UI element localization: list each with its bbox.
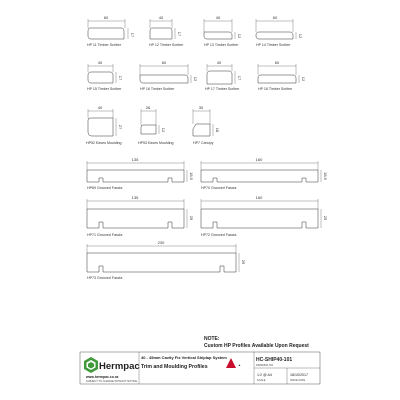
profile-hp72	[201, 199, 321, 228]
dim-hp72-w: 160	[255, 195, 263, 200]
profile-hp17	[207, 64, 235, 84]
dim-hp18-w: 60	[274, 60, 280, 65]
dim-hp12-h: 17	[177, 31, 182, 37]
label-hp71: HP71 Grooved Fascia	[87, 233, 123, 237]
profile-hp71	[87, 199, 187, 228]
label-hp69: HP69 Grooved Fascia	[87, 186, 123, 190]
profile-hp7	[193, 109, 213, 136]
dim-hp11-h: 17	[130, 32, 135, 38]
title-block	[80, 352, 320, 384]
note-title: NOTE:	[204, 336, 220, 342]
dim-hp14-h: 12	[298, 33, 303, 39]
label-hp13: HP 13 Timber Scriber	[204, 43, 239, 47]
dim-hp53-w: 26	[145, 105, 151, 110]
profile-hp12	[150, 19, 175, 39]
profile-hp13	[204, 19, 235, 39]
dim-hp12-w: 40	[158, 15, 164, 20]
dim-hp71-h: 25	[189, 215, 194, 221]
tagline: SUBJECT TO CHANGE WITHOUT NOTICE	[86, 380, 138, 383]
dim-hp14-w: 60	[272, 15, 278, 20]
profile-hp73	[87, 244, 239, 272]
label-hp73: HP73 Grooved Fascia	[87, 276, 123, 280]
profile-hp52	[88, 109, 116, 136]
label-hp12: HP 12 Timber Scriber	[149, 43, 184, 47]
dim-hp13-w: 40	[215, 15, 221, 20]
dim-hp53-h: 12	[161, 127, 166, 133]
dim-hp11-w: 60	[103, 15, 109, 20]
dim-hp69-w: 135	[131, 157, 139, 162]
label-hp18: HP 18 Timber Scriber	[258, 87, 293, 91]
drawing-title: Trim and Moulding Profiles	[141, 364, 208, 370]
profile-hp16	[140, 64, 191, 83]
drawing-number-label: DRAWING NO.	[256, 364, 274, 367]
dim-hp52-w: 40	[97, 105, 103, 110]
dim-hp69-h: 18.5	[189, 172, 194, 180]
scale-value: 1:2 @ A4	[257, 373, 272, 377]
website: www.hermpac.co.nz	[86, 375, 119, 379]
profile-hp70	[201, 161, 321, 182]
hermpac-logo-icon	[84, 357, 98, 373]
label-hp70: HP70 Grooved Fascia	[201, 186, 237, 190]
label-hp52: HP52 Eaves Moulding	[86, 141, 122, 145]
label-hp17: HP 17 Timber Scriber	[205, 87, 240, 91]
label-hp16: HP 16 Timber Scriber	[140, 87, 175, 91]
note-text: Custom HP Profiles Available Upon Request	[204, 343, 309, 349]
dim-hp70-w: 160	[255, 157, 263, 162]
drawing-number: HC-SHIP40-101	[256, 357, 293, 363]
svg-text:▲: ▲	[238, 363, 241, 367]
dim-hp18-h: 12	[301, 76, 306, 82]
dim-hp16-w: 60	[161, 60, 167, 65]
dim-hp70-h: 18.5	[323, 172, 328, 180]
profile-hp11	[88, 19, 128, 39]
label-hp72: HP72 Grooved Fascia	[201, 233, 237, 237]
dim-hp71-w: 135	[131, 195, 139, 200]
profile-hp14	[256, 19, 296, 39]
label-hp15: HP 15 Timber Scriber	[87, 87, 122, 91]
profile-hp69	[87, 161, 187, 182]
dim-hp17-w: 40	[216, 60, 222, 65]
dim-hp17-h: 17	[237, 75, 242, 81]
label-hp53: HP53 Eaves Moulding	[138, 141, 174, 145]
profile-hp15	[88, 64, 116, 83]
dim-hp73-h: 25	[241, 259, 246, 265]
issue-date-label: ISSUE DATE	[290, 379, 306, 382]
certification-logo-icon	[226, 358, 241, 368]
scale-label: SCALE	[257, 379, 266, 382]
label-hp7: HP7 Canopy	[193, 141, 214, 145]
dim-hp7-w: 30	[198, 105, 204, 110]
label-hp11: HP 11 Timber Scriber	[87, 43, 122, 47]
dim-hp73-w: 230	[157, 240, 165, 245]
dim-hp52-h: 27	[118, 124, 123, 130]
dim-hp13-h: 12	[237, 33, 242, 39]
dim-hp72-h: 25	[323, 215, 328, 221]
issue-date-value: 18/10/2017	[290, 373, 308, 377]
dim-hp15-h: 17	[118, 75, 123, 81]
dim-hp7-h: 18	[215, 127, 220, 133]
profile-hp18	[258, 64, 299, 83]
label-hp14: HP 14 Timber Scriber	[256, 43, 291, 47]
project-name: 40 - 45mm Cavity Fix Vertical Shiplap System	[141, 355, 227, 360]
brand-name: Hermpac	[99, 361, 140, 372]
dim-hp15-w: 40	[97, 60, 103, 65]
profile-hp53	[141, 109, 159, 134]
dim-hp16-h: 12	[193, 76, 198, 82]
